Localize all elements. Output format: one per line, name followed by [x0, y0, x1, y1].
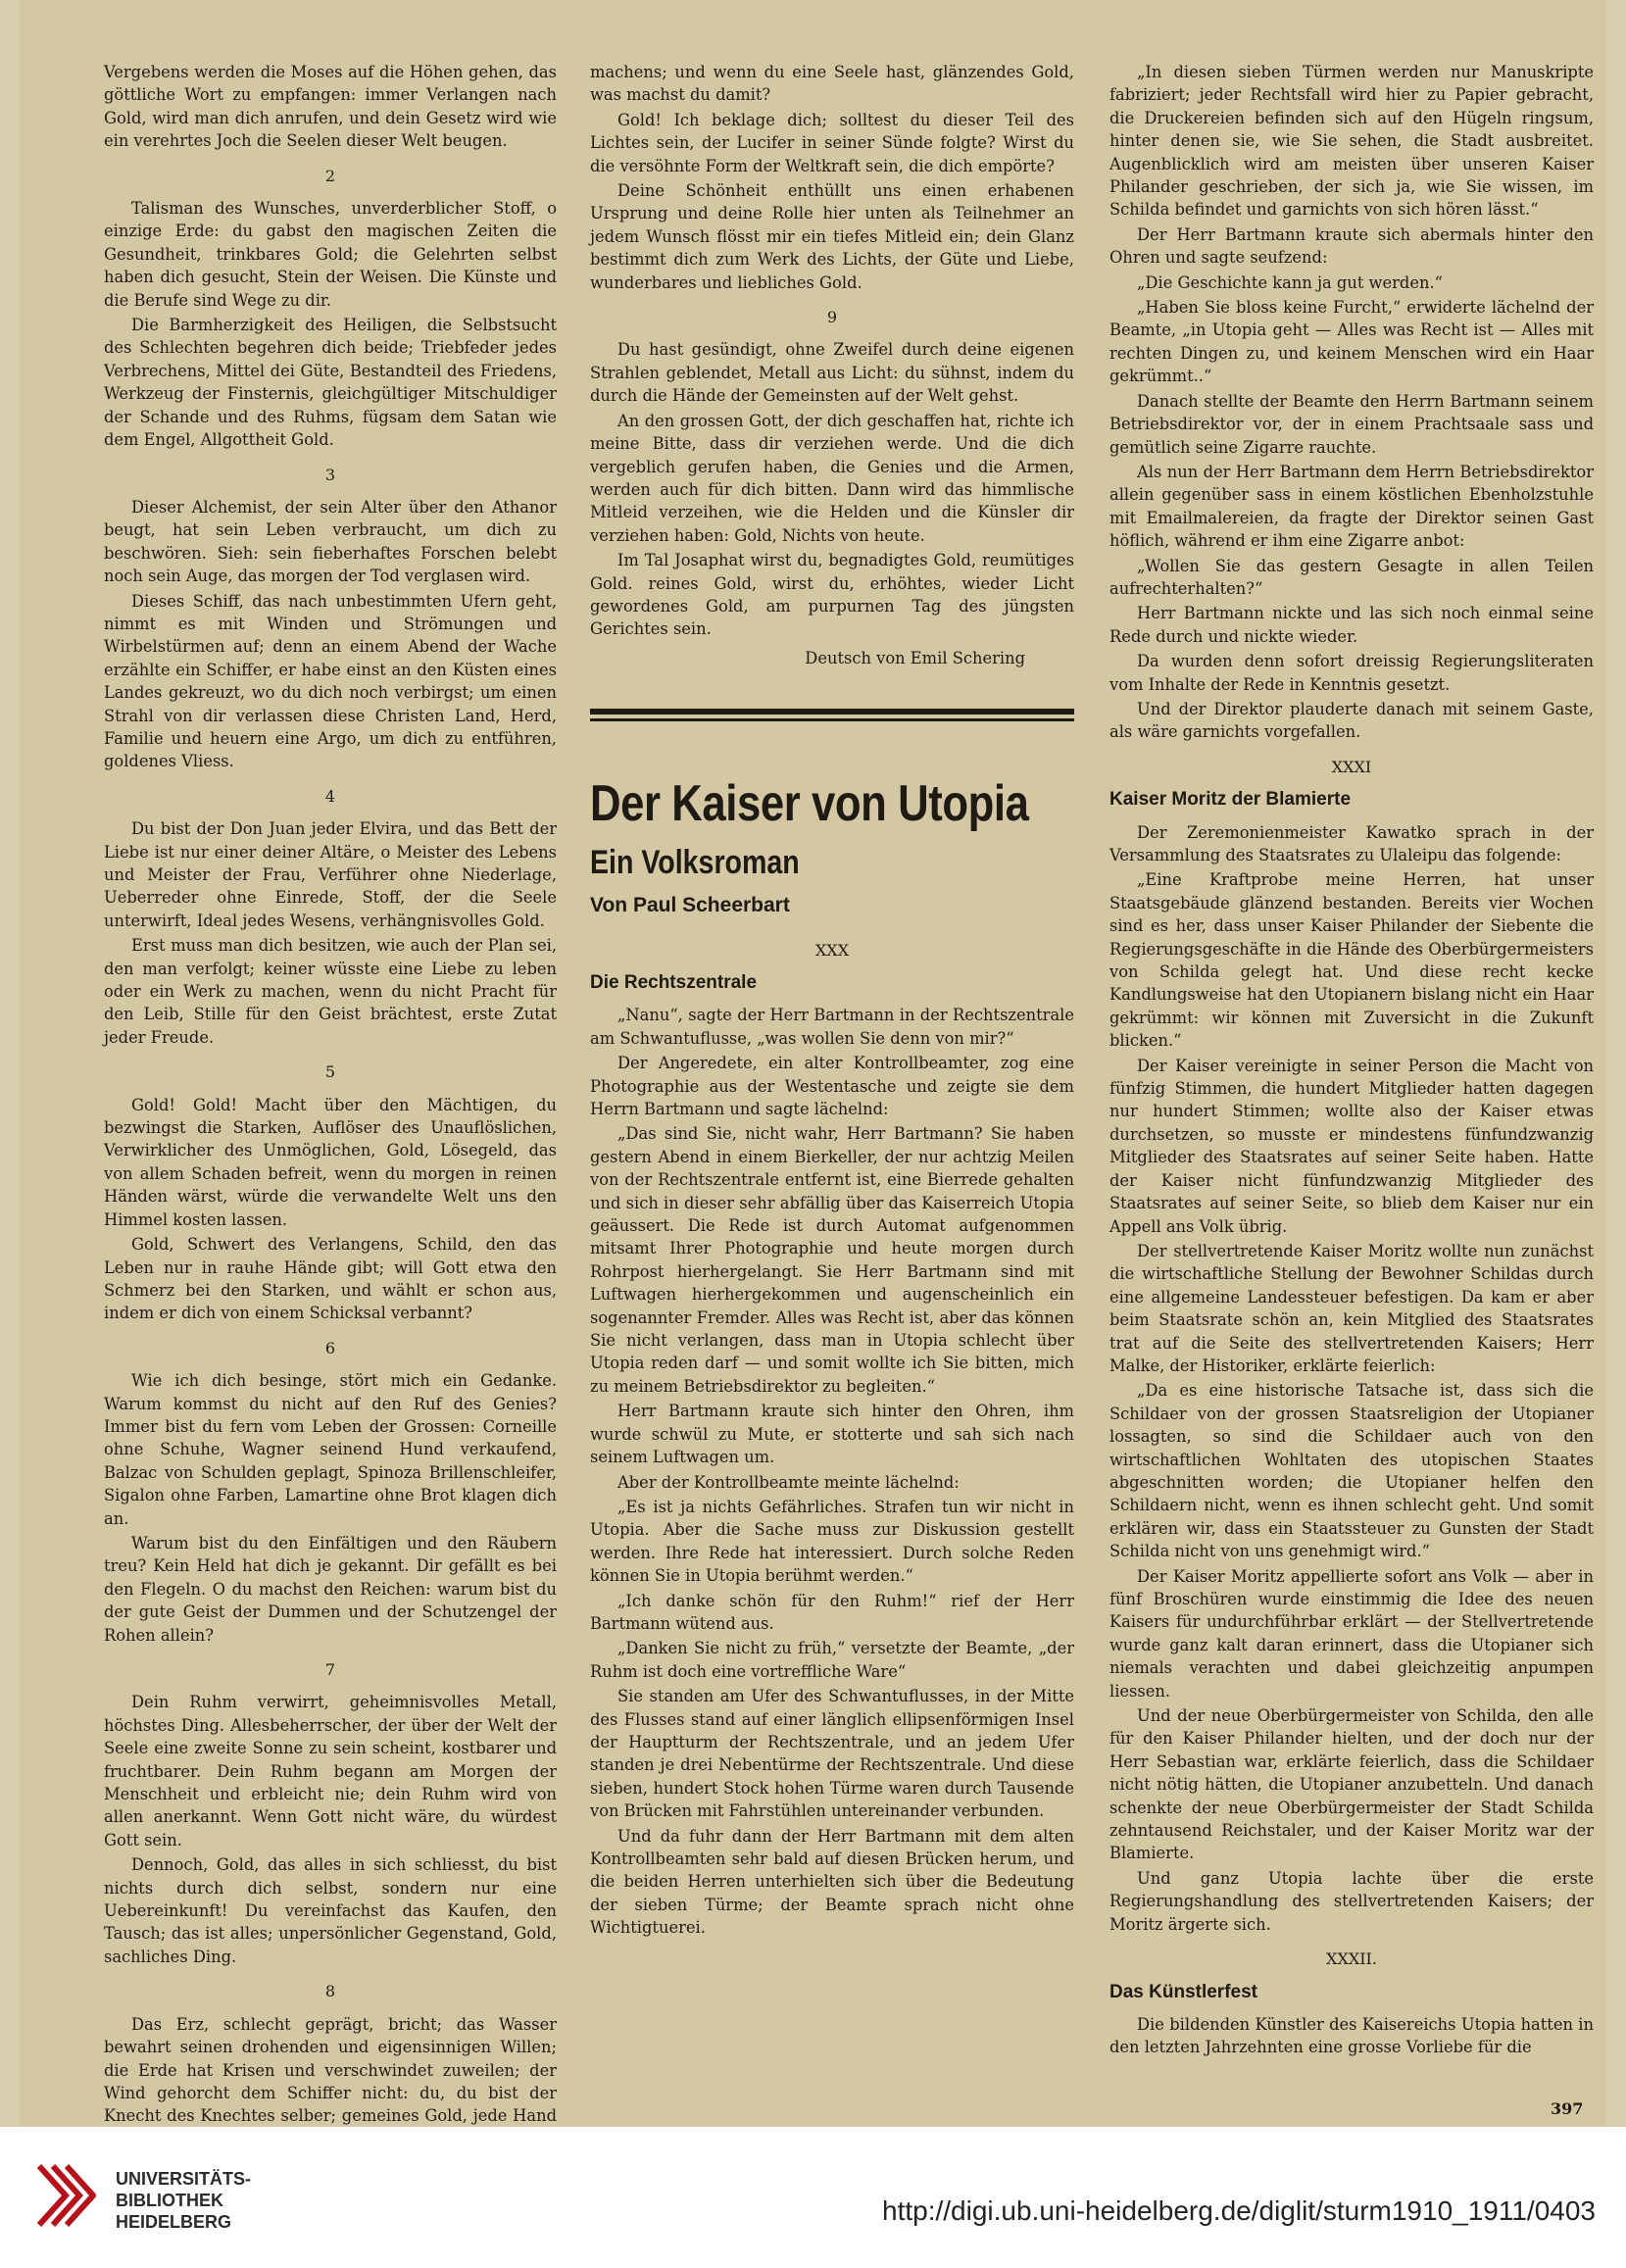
- paragraph: Und der neue Oberbürgermeister von Schilda, den alle für den Kaiser Philander hielten, und der doch nur der Herr Sebastian war, erklärte feierlich, dass die Schildaer nicht nötig hätten, die Utopianer anzubetteln. Und danach schenkte der neue Oberbürgermeister der Stadt Schilda zehntausend Reichstaler, und der Kaiser Moritz war der Blamierte.: [1109, 1706, 1594, 1863]
- section-number: 2: [324, 166, 336, 185]
- section-number: 6: [324, 1338, 336, 1357]
- section-number: 9: [826, 308, 838, 327]
- paragraph: Vergebens werden die Moses auf die Höhen gehen, das göttliche Wort zu empfangen: immer Verlangen nach Gold, wird man dich anrufen, und dein Gesetz wird wie ein verehrtes Joch die Seelen dieser Welt beugen.: [104, 63, 557, 151]
- paragraph: Dieser Alchemist, der sein Alter über den Athanor beugt, hat sein Leben verbraucht, um dich zu beschwören. Sieh: sein fieberhaftes Forschen belebt noch sein Auge, das morgen der Tod verglasen wird.: [104, 497, 557, 586]
- library-name: [116, 2168, 251, 2233]
- paragraph: Und der Direktor plauderte danach mit seinem Gaste, als wäre garnichts vorgefallen.: [1109, 699, 1594, 742]
- article-title: Der Kaiser von Utopia: [590, 775, 1029, 833]
- paragraph: „Ich danke schön für den Ruhm!“ rief der Herr Bartmann wütend aus.: [590, 1591, 1074, 1633]
- paragraph: Das Erz, schlecht geprägt, bricht; das Wasser bewahrt seinen drohenden und eigensinnigen Willen; die Erde hat Krisen und verschwindet zuweilen; der Wind gehorcht dem Schiffer nicht: du, du bist der Knecht des Knechtes selber; gemeines Gold, jede Hand: [104, 2014, 557, 2126]
- paragraph: Da wurden denn sofort dreissig Regierungsliteraten vom Inhalte der Rede in Kenntnis gesetzt.: [1109, 652, 1594, 694]
- paragraph: Gold! Ich beklage dich; solltest du dieser Teil des Lichtes sein, der Lucifer in seiner Sünde folgte? Wirst du die versöhnte Form der Weltkraft sein, die dich empörte?: [590, 110, 1074, 175]
- chapter-number: XXX: [814, 940, 850, 960]
- paragraph: Herr Bartmann nickte und las sich noch einmal seine Rede durch und nickte wieder.: [1109, 604, 1594, 646]
- paragraph: Warum bist du den Einfältigen und den Räubern treu? Kein Held hat dich je gekannt. Dir gefällt es bei den Flegeln. O du machst den Reichen: warum bist du der gute Geist der Dummen und der Schutzengel der Rohen allein?: [104, 1533, 557, 1645]
- column-left: [104, 61, 557, 2176]
- paragraph: Und ganz Utopia lachte über die erste Regierungshandlung des stellvertretenden Kaisers; der Moritz ärgerte sich.: [1109, 1868, 1594, 1934]
- paragraph: „Die Geschichte kann ja gut werden.“: [1137, 272, 1443, 292]
- paragraph: „Das sind Sie, nicht wahr, Herr Bartmann? Sie haben gestern Abend in einem Bierkeller, der nur achtzig Meilen von der Rechtszentrale entfernt ist, eine Bierrede gehalten und sich in dieser sehr abfällig über das Kaiserreich Utopia geäussert. Die Rede ist durch Automat aufgenommen mitsamt Ihrer Photographie und heute morgen durch Rohrpost hierhergelangt. Sie Herr Bartmann sind mit Luftwagen hierhergekommen und augenscheinlich ein sogenannter Fremder. Alles was Recht ist, aber das können Sie nicht verlangen, dass man in Utopia schlecht über Utopia reden darf — und somit wollte ich Sie bitten, mich zu meinem Betriebsdirektor zu begleiten.“: [590, 1124, 1074, 1396]
- chapter-number: XXXII.: [1326, 1949, 1377, 1969]
- paragraph: Gold, Schwert des Verlangens, Schild, den das Leben nur in rauhe Hände gibt; will Gott etwa den Schmerz bei den Starken, und wählt er schon aus, indem er dich von einem Schicksal verbannt?: [104, 1235, 557, 1323]
- paragraph: Der Kaiser Moritz appellierte sofort ans Volk — aber in fünf Broschüren wurde einstimmig die Idee des neuen Kaisers für undurchführbar erklärt — der Stellvertretende wurde ganz kalt daran erinnert, dass die Utopianer sich niemals verachten und dabei gleichzeitig anpumpen liessen.: [1109, 1566, 1594, 1701]
- source-url-link[interactable]: http://digi.ub.uni-heidelberg.de/diglit/sturm1910_1911/0403: [882, 2195, 1596, 2226]
- section-number: 4: [324, 786, 336, 806]
- divider-rule: [590, 709, 1074, 715]
- paragraph: Dein Ruhm verwirrt, geheimnisvolles Metall, höchstes Ding. Allesbeherrscher, der über der Welt der Seele eine zweite Sonne zu sein scheint, kostbarer und fruchtbarer. Dein Ruhm begann am Morgen der Menschheit und erbleicht nie; dein Ruhm wird von allen anerkannt. Wenn Gott nicht wäre, du würdest Gott sein.: [104, 1693, 557, 1849]
- paragraph: Talisman des Wunsches, unverderblicher Stoff, o einzige Erde: du gabst den magischen Zeiten die Gesundheit, trinkbares Gold; die Gelehrten selbst haben dich gesucht, Stein der Weisen. Die Künste und die Berufe sind Wege zu dir.: [104, 199, 557, 310]
- paragraph: Herr Bartmann kraute sich hinter den Ohren, ihm wurde schwül zu Mute, er stotterte und sah sich nach seinem Luftwagen um.: [590, 1402, 1074, 1467]
- column-middle: [590, 61, 1074, 1942]
- paragraph: „Haben Sie bloss keine Furcht,“ erwiderte lächelnd der Beamte, „in Utopia geht — Alles was Recht ist — Alles mit rechten Dingen zu, und keinem Menschen wird ein Haar gekrümmt..“: [1109, 298, 1594, 386]
- paragraph: Die bildenden Künstler des Kaisereichs Utopia hatten in den letzten Jahrzehnten eine grosse Vorliebe für die: [1109, 2014, 1594, 2057]
- chapter-title: Kaiser Moritz der Blamierte: [1109, 789, 1352, 811]
- paragraph: Gold! Gold! Macht über den Mächtigen, du bezwingst die Starken, Auflöser des Unauflöslichen, Verwirklicher des Unmöglichen, Gold, Lösegeld, das von allem Schaden befreit, wenn du morgen in reinen Händen wärst, würde die verwandelte Welt uns den Himmel kosten lassen.: [104, 1095, 557, 1229]
- section-number: 3: [324, 465, 336, 484]
- column-right: [1109, 61, 1594, 2061]
- paragraph: „Eine Kraftprobe meine Herren, hat unser Staatsgebäude glänzend bestanden. Bereits vier Wochen sind es her, dass unser Kaiser Philander der Siebente die Regierungsgeschäfte in die Hände des Oberbürgermeisters von Schilda gelegt hat. Und diese recht kecke Kandlungsweise hat den Utopianern bislang nicht ein Haar gekrümmt: wir können mit Zuversicht in die Zukunft blicken.“: [1109, 870, 1594, 1051]
- paragraph: Aber der Kontrollbeamte meinte lächelnd:: [617, 1472, 960, 1492]
- paragraph: An den grossen Gott, der dich geschaffen hat, richte ich meine Bitte, dass dir verziehen werde. Und die dich vergeblich gerufen haben, die Genies und die Armen, werden auch für dich bitten. Dann wird das himmlische Mitleid verzeihen, wie die Helden und die Künsler dir verziehen haben: Gold, Nichts von heute.: [590, 411, 1074, 545]
- chapter-number: XXXI: [1331, 757, 1372, 776]
- paragraph: Dieses Schiff, das nach unbestimmten Ufern geht, nimmt es mit Winden und Strömungen und Wirbelstürmen auf; denn an einem Abend der Wache erzählte ein Schiffer, er habe einst an den Küsten eines Landes gekreuzt, wo du dich noch verbirgst; um einen Strahl von dir verlassen diese Christen Land, Herd, Familie und heuern eine Argo, um dich zu entführen, goldenes Vliess.: [104, 591, 557, 771]
- paragraph: „In diesen sieben Türmen werden nur Manuskripte fabriziert; jeder Rechtsfall wird hier zu Papier gebracht, die Druckereien befinden sich auf den Hügeln ringsum, hinter denen sie, wie Sie sehen, die Stadt ausbreitet. Augenblicklich wird am meisten über unseren Kaiser Philander geschrieben, der sich ja, wie Sie wissen, im Schilda befindet und garnichts von sich hören lässt.“: [1109, 63, 1594, 220]
- paragraph: machens; und wenn du eine Seele hast, glänzendes Gold, was machst du damit?: [590, 63, 1074, 105]
- library-name-line: UNIVERSITÄTS-: [116, 2169, 252, 2189]
- article-subtitle: Ein Volksroman: [590, 844, 800, 882]
- article-author: Von Paul Scheerbart: [590, 894, 790, 917]
- paragraph: „Nanu“, sagte der Herr Bartmann in der Rechtszentrale am Schwantuflusse, „was wollen Sie denn von mir?“: [590, 1006, 1074, 1048]
- paragraph: „Es ist ja nichts Gefährliches. Strafen tun wir nicht in Utopia. Aber die Sache muss zur Diskussion gestellt werden. Ihre Rede hat interessiert. Durch solche Reden können Sie in Utopia berühmt werden.“: [590, 1497, 1074, 1586]
- chapter-title: Das Künstlerfest: [1109, 1981, 1257, 2002]
- divider-rule-thin: [590, 718, 1074, 721]
- scanned-page: [20, 0, 1606, 2127]
- library-name-line: HEIDELBERG: [116, 2212, 232, 2232]
- translator-credit: Deutsch von Emil Schering: [805, 648, 1025, 667]
- university-library-logo-icon: [35, 2156, 96, 2235]
- section-number: 7: [324, 1660, 336, 1679]
- paragraph: Dennoch, Gold, das alles in sich schliesst, du bist nichts durch dich selbst, sondern nur eine Uebereinkunft! Du vereinfachst das Kaufen, den Tausch; das ist alles; unpersönlicher Gegenstand, Gold, sachliches Ding.: [104, 1855, 557, 1966]
- paragraph: Als nun der Herr Bartmann dem Herrn Betriebsdirektor allein gegenüber sass in einem köstlichen Ebenholzstuhle mit Emailmalereien, da fragte der Direktor seinen Gast höflich, während er ihm eine Zigarre anbot:: [1109, 462, 1594, 551]
- section-number: 5: [324, 1062, 336, 1082]
- paragraph: Und da fuhr dann der Herr Bartmann mit dem alten Kontrollbeamten sehr bald auf diesen Brücken herum, und die beiden Herren unterhielten sich über die Bedeutung der sieben Türme; der Beamte sprach nicht ohne Wichtigtuerei.: [590, 1826, 1074, 1938]
- paragraph: Die Barmherzigkeit des Heiligen, die Selbstsucht des Schlechten begehren dich beide; Triebfeder jedes Verbrechens, Mittel dei Güte, Bestandteil des Friedens, Werkzeug der Finsternis, gleichgültiger Mitschuldiger der Schande und des Ruhms, fügsam dem Satan wie dem Engel, Allgottheit Gold.: [104, 316, 557, 450]
- page-number: 397: [1551, 2099, 1584, 2118]
- paragraph: Der Kaiser vereinigte in seiner Person die Macht von fünfzig Stimmen, die hundert Mitglieder hatten dagegen nur hundert Stimmen; wollte also der Kaiser etwas durchsetzen, so musste er mindestens fünfundzwanzig Mitglieder des Staatsrates auf seiner Seite haben. Hatte der Kaiser nicht fünfundzwanzig Mitglieder des Staatsrates auf seiner Seite, so blieb dem Kaiser nur ein Appell ans Volk übrig.: [1109, 1056, 1594, 1236]
- paragraph: Du hast gesündigt, ohne Zweifel durch deine eigenen Strahlen geblendet, Metall aus Licht: du sühnst, indem du durch die Hände der Gemeinsten auf der Welt gehst.: [590, 340, 1074, 406]
- library-name-line: BIBLIOTHEK: [116, 2191, 223, 2210]
- paragraph: Der Herr Bartmann kraute sich abermals hinter den Ohren und sagte seufzend:: [1109, 224, 1594, 268]
- paragraph: „Danken Sie nicht zu früh,“ versetzte der Beamte, „der Ruhm ist doch eine vortreffliche Ware“: [590, 1639, 1074, 1681]
- paragraph: „Wollen Sie das gestern Gesagte in allen Teilen aufrechterhalten?“: [1109, 556, 1594, 598]
- paragraph: Im Tal Josaphat wirst du, begnadigtes Gold, reumütiges Gold. reines Gold, wirst du, erhöhtes, wieder Licht gewordenes Gold, am purpurnen Tag des jüngsten Gerichtes sein.: [590, 551, 1074, 639]
- paragraph: Danach stellte der Beamte den Herrn Bartmann seinem Betriebsdirektor vor, der in einem Prachtsaale sass und gemütlich seine Zigarre rauchte.: [1109, 391, 1594, 457]
- paragraph: Der Zeremonienmeister Kawatko sprach in der Versammlung des Staatsrates zu Ulaleipu das folgende:: [1109, 822, 1594, 864]
- paragraph: Du bist der Don Juan jeder Elvira, und das Bett der Liebe ist nur einer deiner Altäre, o Meister des Lebens und Meister der Frau, Verführer ohne Niederlage, Ueberreder ohne Einrede, Stoff, der die Seele unterwirft, Ideal jedes Wesens, verhängnisvolles Gold.: [104, 819, 557, 930]
- paragraph: Erst muss man dich besitzen, wie auch der Plan sei, den man verfolgt; keiner wüsste eine Liebe zu leben oder ein Werk zu machen, wenn du nicht Pracht für den Leib, Stille für den Geist brächtest, erste Zutat jeder Freude.: [104, 936, 557, 1047]
- paragraph: Deine Schönheit enthüllt uns einen erhabenen Ursprung und deine Rolle hier unten als Teilnehmer an jedem Wunsch flösst mir ein tiefes Mitleid ein; dein Glanz bestimmt dich zum Werk des Lichts, der Güte und Liebe, wunderbares und liebliches Gold.: [590, 181, 1074, 292]
- paragraph: Der Angeredete, ein alter Kontrollbeamter, zog eine Photographie aus der Westentasche und zeigte sie dem Herrn Bartmann und sagte lächelnd:: [590, 1054, 1074, 1118]
- section-number: 8: [324, 1982, 336, 2001]
- library-footer: [0, 2127, 1626, 2268]
- paragraph: „Da es eine historische Tatsache ist, dass sich die Schildaer von der grossen Staatsreligion der Utopianer lossagten, so sind die Schildaer auch von den wirtschaftlichen Wohltaten des utopischen Staates abgeschnitten worden; die Utopianer helfen den Schildaern nicht, wenn es ihnen schlecht geht. Und somit erklären wir, dass ein Staatssteuer zu Gunsten der Stadt Schilda nicht von uns genehmigt wird.“: [1109, 1381, 1594, 1561]
- chapter-title: Die Rechtszentrale: [590, 971, 758, 993]
- paragraph: Sie standen am Ufer des Schwantuflusses, in der Mitte des Flusses stand auf einer länglich ellipsenförmigen Insel der Hauptturm der Rechtszentrale, und an jedem Ufer standen je drei Nebentürme der Rechtszentrale. Und diese sieben, hundert Stock hohen Türme waren durch Tausende von Brücken mit Fahrstühlen untereinander verbunden.: [590, 1687, 1074, 1821]
- paragraph: Wie ich dich besinge, stört mich ein Gedanke. Warum kommst du nicht auf den Ruf des Genies? Immer bist du fern vom Leben der Grossen: Corneille ohne Schuhe, Wagner seinend Hund verkaufend, Balzac von Schulden geplagt, Spinoza Brillenschleifer, Sigalon ohne Farben, Lamartine ohne Brot klagen dich an.: [104, 1371, 557, 1528]
- paragraph: Der stellvertretende Kaiser Moritz wollte nun zunächst die wirtschaftliche Stellung der Bewohner Schildas durch eine allgemeine Landessteuer befestigen. Da kam er aber beim Staatsrate schön an, kein Mitglied des Staatsrates trat auf die Seite des stellvertretenden Kaisers; Herr Malke, der Historiker, erklärte feierlich:: [1109, 1241, 1594, 1375]
